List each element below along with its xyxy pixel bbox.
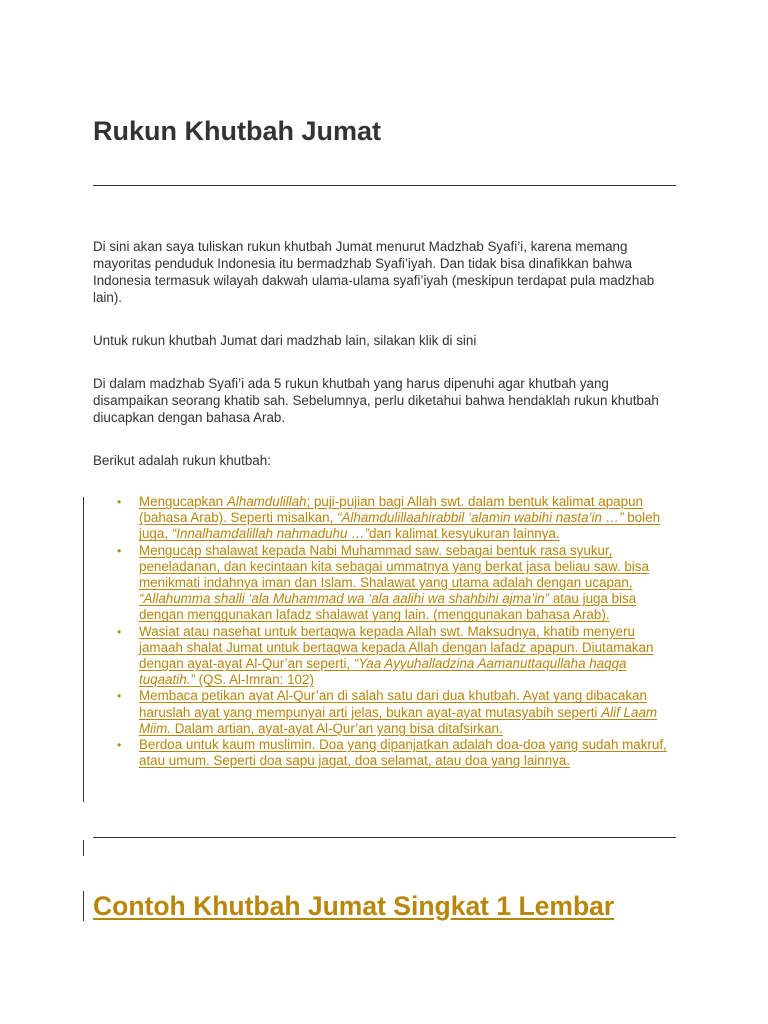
next-article-link[interactable]: Contoh Khutbah Jumat Singkat 1 Lembar	[93, 891, 615, 921]
bullet-icon: •	[117, 495, 122, 509]
edit-marker	[83, 840, 84, 856]
rukun-list	[117, 494, 676, 769]
list-item[interactable]: • Membaca petikan ayat Al-Qur’an di salah satu dari dua khutbah. Ayat yang dibacakan haruslah ayat yang mempunyai arti jelas, bukan ayat-ayat mutasyabih seperti Alif Laam Miim. Dalam artian, ayat-ayat Al-Qur’an yang bisa ditafsirkan.	[117, 688, 658, 736]
bullet-icon: •	[117, 689, 122, 704]
article-title: Rukun Khutbah Jumat	[93, 116, 381, 146]
list-item[interactable]: • Berdoa untuk kaum muslimin. Doa yang dipanjatkan adalah doa-doa yang sudah makruf, atau umum. Seperti doa sapu jagat, doa selamat, atau doa yang lainnya.	[117, 737, 667, 769]
divider-top	[93, 185, 676, 186]
list-item[interactable]: • Mengucap shalawat kepada Nabi Muhammad saw. sebagai bentuk rasa syukur, peneladanan, dan kecintaan kita sebagai ummatnya yang berkat jasa beliau saw. bisa menikmati indahnya iman dan Islam. Shalawat yang utama adalah dengan ucapan, “Allahumma shalli ‘ala Muhammad wa ‘ala aalihi wa shahbihi ajma’in” atau juga bisa dengan menggunakan lafadz shalawat yang lain. (menggunakan bahasa Arab).	[117, 542, 649, 623]
edit-marker	[83, 891, 84, 921]
divider-bottom	[93, 837, 676, 838]
list-intro-paragraph: Berikut adalah rukun khutbah:	[93, 453, 271, 468]
bullet-icon: •	[117, 543, 122, 558]
list-item[interactable]: • Wasiat atau nasehat untuk bertaqwa kepada Allah swt. Maksudnya, khatib menyeru jamaah shalat Jumat untuk bertaqwa kepada Allah dengan lafadz apapun. Diutamakan dengan ayat-ayat Al-Qur’an seperti, “Yaa Ayyuhalladzina Aamanuttaqullaha haqqa tuqaatih.” (QS. Al-Imran: 102)	[117, 623, 654, 688]
five-rukun-paragraph: Di dalam madzhab Syafi’i ada 5 rukun khutbah yang harus dipenuhi agar khutbah yang disampaikan seorang khatib sah. Sebelumnya, perlu diketahui bahwa hendaklah rukun khutbah diucapkan dengan bahasa Arab.	[93, 376, 659, 425]
bullet-icon: •	[117, 738, 122, 753]
intro-paragraph: Di sini akan saya tuliskan rukun khutbah Jumat menurut Madzhab Syafi’i, karena memang mayoritas penduduk Indonesia itu bermadzhab Syafi’iyah. Dan tidak bisa dinafikkan bahwa Indonesia termasuk wilayah dakwah ulama-ulama syafi’iyah (meskipun terdapat pula madzhab lain).	[93, 239, 655, 305]
other-madzhab-paragraph: Untuk rukun khutbah Jumat dari madzhab lain, silakan klik di sini	[93, 333, 477, 348]
bullet-icon: •	[117, 624, 122, 639]
list-item[interactable]: • Mengucapkan Alhamdulillah; puji-pujian bagi Allah swt. dalam bentuk kalimat apapun (bahasa Arab). Seperti misalkan, “Alhamdulillaahirabbil ‘alamin wabihi nasta’in …” boleh juga, “Innalhamdalillah nahmaduhu …”dan kalimat kesyukuran lainnya.	[117, 494, 661, 542]
list-edit-bar	[83, 497, 84, 802]
